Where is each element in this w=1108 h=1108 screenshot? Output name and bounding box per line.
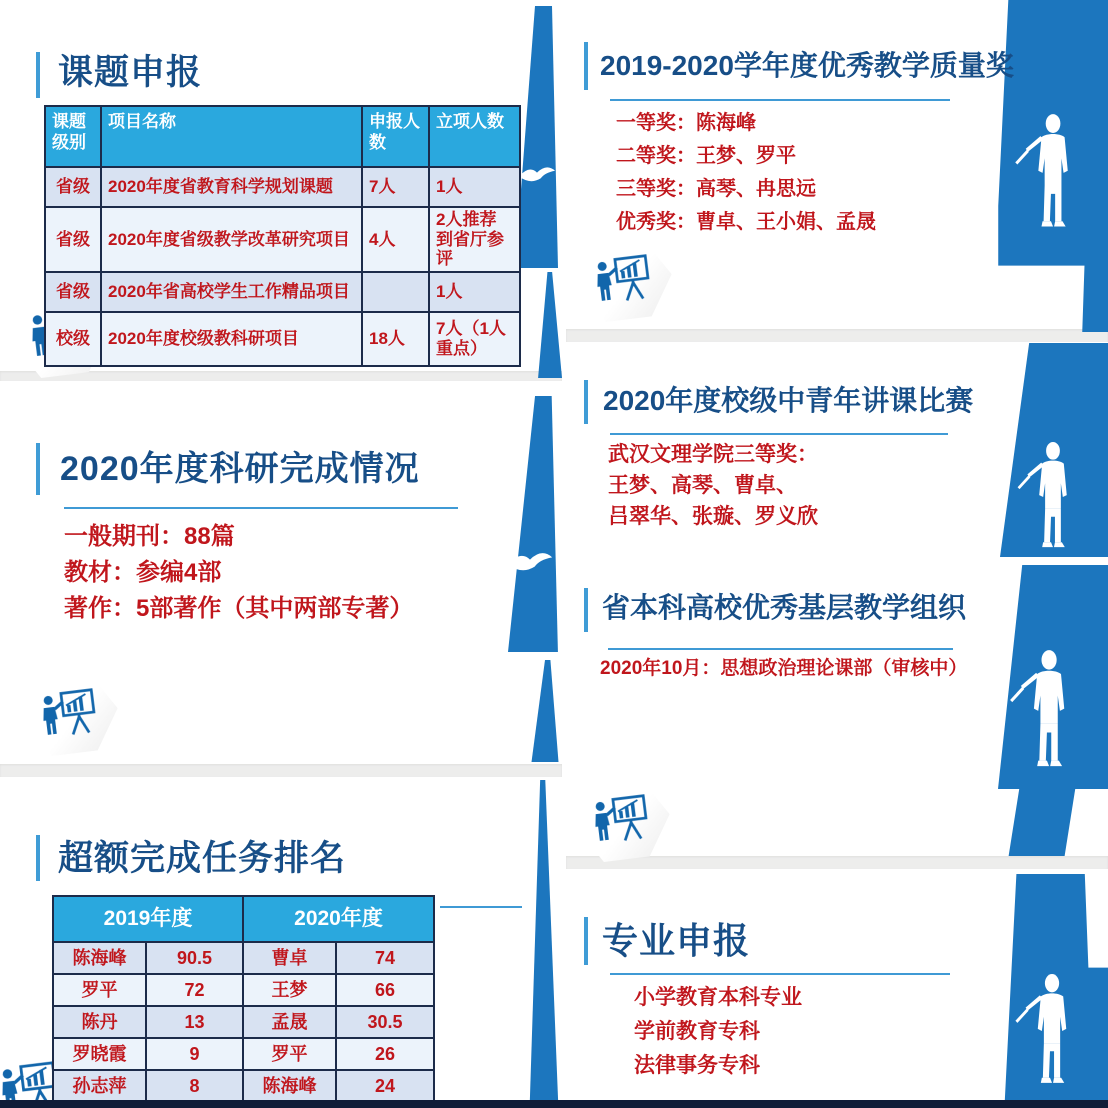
cell-score: 90.5 (146, 942, 243, 974)
slide-topic-application[interactable] (0, 0, 562, 371)
page-title: 2019-2020学年度优秀教学质量奖 (600, 50, 1014, 81)
award-line: 2020年10月：思想政治理论课部（审核中） (600, 658, 968, 679)
title-accent-bar (36, 52, 40, 98)
slide-major-application[interactable] (566, 869, 1108, 1108)
cell-name: 罗晓霞 (53, 1038, 146, 1070)
column-header: 项目名称 (101, 106, 362, 167)
award-line: 武汉文理学院三等奖： (608, 443, 818, 466)
cell-project: 2020年度省级教学改革研究项目 (101, 207, 362, 272)
table-row (53, 1070, 434, 1102)
major-line: 学前教育专科 (634, 1020, 760, 1043)
award-line: 优秀奖：曹卓、王小娟、孟晟 (616, 211, 876, 233)
title-underline (610, 99, 950, 101)
cell-applicants: 18人 (362, 312, 429, 366)
cell-score: 13 (146, 1006, 243, 1038)
column-header: 立项人数 (429, 106, 520, 167)
slide-overfulfill-ranking[interactable] (0, 777, 562, 1108)
cell-level: 校级 (45, 312, 101, 366)
cell-name: 曹卓 (243, 942, 336, 974)
cell-name: 陈海峰 (243, 1070, 336, 1102)
cell-approved: 7人（1人重点） (429, 312, 520, 366)
title-accent-bar (36, 835, 40, 881)
title-accent-bar (584, 380, 588, 424)
page-title: 省本科高校优秀基层教学组织 (602, 592, 967, 623)
cell-name: 罗平 (53, 974, 146, 1006)
award-line: 一等奖：陈海峰 (616, 112, 756, 134)
major-line: 小学教育本科专业 (634, 986, 802, 1009)
column-header: 申报人数 (362, 106, 429, 167)
seam-right-1 (566, 329, 1108, 342)
slide-quality-award[interactable] (566, 0, 1108, 329)
cell-name: 孟晟 (243, 1006, 336, 1038)
cell-score: 8 (146, 1070, 243, 1102)
cell-applicants (362, 272, 429, 312)
title-accent-bar (584, 588, 588, 632)
slide-teaching-organization[interactable] (566, 556, 1108, 856)
table-row (45, 167, 520, 207)
award-line: 吕翠华、张璇、罗义欣 (608, 505, 818, 528)
title-underline (610, 973, 950, 975)
table-row (45, 272, 520, 312)
year-header: 2019年度 (53, 896, 243, 942)
title-accent-bar (584, 917, 588, 965)
title-underline (64, 507, 458, 509)
cell-approved: 2人推荐到省厅参评 (429, 207, 520, 272)
table-row (53, 974, 434, 1006)
cell-score: 30.5 (336, 1006, 434, 1038)
seam-left-2 (0, 764, 562, 777)
title-underline (440, 906, 522, 908)
page-title: 2020年度校级中青年讲课比赛 (603, 385, 974, 416)
table-row (53, 1038, 434, 1070)
stat-line: 教材：参编4部 (64, 559, 222, 586)
title-accent-bar (36, 443, 40, 495)
title-underline (608, 648, 953, 650)
column-header: 课题级别 (45, 106, 101, 167)
cell-score: 66 (336, 974, 434, 1006)
cell-project: 2020年省高校学生工作精品项目 (101, 272, 362, 312)
cell-level: 省级 (45, 167, 101, 207)
cell-score: 24 (336, 1070, 434, 1102)
cell-name: 孙志萍 (53, 1070, 146, 1102)
cell-level: 省级 (45, 207, 101, 272)
cell-name: 陈海峰 (53, 942, 146, 974)
stat-line: 著作：5部著作（其中两部专著） (64, 595, 414, 622)
cell-name: 陈丹 (53, 1006, 146, 1038)
cell-project: 2020年度省教育科学规划课题 (101, 167, 362, 207)
cell-applicants: 4人 (362, 207, 429, 272)
table-row (53, 942, 434, 974)
slide-lecture-competition[interactable] (566, 342, 1108, 556)
cell-level: 省级 (45, 272, 101, 312)
title-accent-bar (584, 42, 588, 90)
page-title: 超额完成任务排名 (58, 839, 347, 878)
table-row (53, 1006, 434, 1038)
cell-score: 72 (146, 974, 243, 1006)
cell-approved: 1人 (429, 272, 520, 312)
table-row (45, 207, 520, 272)
cell-score: 9 (146, 1038, 243, 1070)
award-line: 三等奖：高琴、冉思远 (616, 178, 816, 200)
cell-score: 26 (336, 1038, 434, 1070)
major-line: 法律事务专科 (634, 1054, 760, 1077)
page-title: 2020年度科研完成情况 (60, 450, 420, 488)
cell-name: 罗平 (243, 1038, 336, 1070)
seam-right-2 (566, 856, 1108, 869)
award-line: 二等奖：王梦、罗平 (616, 145, 796, 167)
cell-approved: 1人 (429, 167, 520, 207)
year-header: 2020年度 (243, 896, 434, 942)
cell-project: 2020年度校级教科研项目 (101, 312, 362, 366)
cell-applicants: 7人 (362, 167, 429, 207)
award-line: 王梦、高琴、曹卓、 (608, 474, 797, 497)
cell-name: 王梦 (243, 974, 336, 1006)
stat-line: 一般期刊：88篇 (64, 523, 235, 550)
title-underline (610, 433, 948, 435)
cell-score: 74 (336, 942, 434, 974)
cropped-next-slide-edge (0, 1100, 1108, 1108)
table-row (45, 312, 520, 366)
page-title: 专业申报 (602, 920, 751, 961)
slide-research-completion[interactable] (0, 381, 562, 764)
page-title: 课题申报 (58, 53, 203, 92)
